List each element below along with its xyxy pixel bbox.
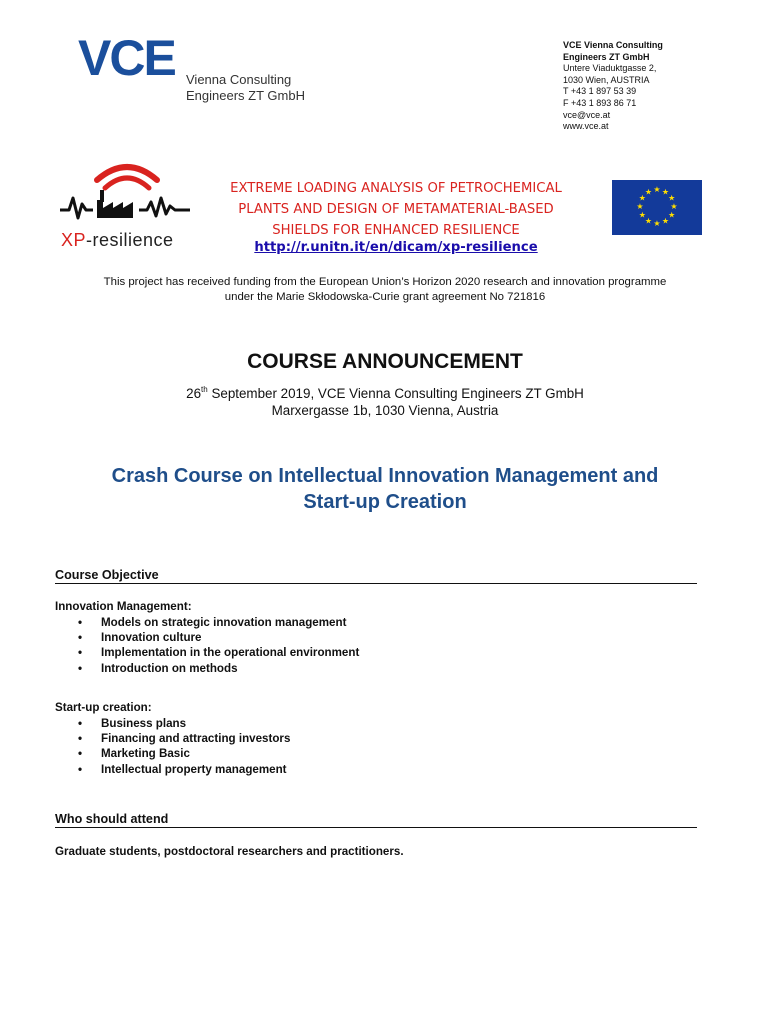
svg-text:★: ★ [661,187,670,197]
course-title [40,463,730,515]
svg-text:★: ★ [668,193,676,203]
who-should-attend-heading: Who should attend [55,812,697,828]
announcement-date-location [40,381,730,419]
svg-text:★: ★ [638,210,646,220]
address-fax: F +43 1 893 86 71 [563,97,637,108]
svg-text:★: ★ [653,185,661,194]
eu-flag-icon [612,180,702,235]
vce-logo-name-line2: Engineers ZT GmbH [186,88,305,103]
vce-logo [78,30,318,110]
innovation-management-list [78,615,359,676]
company-address [563,40,763,133]
course-title-line2: Start-up Creation [303,491,467,513]
xp-resilience-logo-text [61,230,174,250]
funding-statement [40,275,730,305]
project-title [192,178,600,241]
funding-line2: under the Marie Skłodowska-Curie grant agreement No 721816 [224,291,546,303]
svg-text:★: ★ [661,216,670,226]
startup-creation-label: Start-up creation: [55,701,152,714]
svg-text:★: ★ [644,216,653,226]
innovation-management-label: Innovation Management: [55,600,192,613]
signal-waves-icon [55,158,200,230]
who-should-attend-text: Graduate students, postdoctoral researchers and practitioners. [55,845,404,858]
course-title-line1: Crash Course on Intellectual Innovation Management and [111,465,659,487]
list-item: • Intellectual property management [78,762,290,777]
address-city: 1030 Wien, AUSTRIA [563,74,650,85]
svg-text:★: ★ [670,202,678,211]
address-company-line2: Engineers ZT GmbH [563,51,650,62]
project-title-line3: SHIELDS FOR ENHANCED RESILIENCE [272,223,520,238]
vce-logo-name [186,72,305,104]
list-item: • Introduction on methods [78,661,359,676]
xp-logo-prefix: XP [61,230,87,250]
address-street: Untere Viaduktgasse 2, [563,63,657,74]
svg-text:★: ★ [653,219,661,228]
announcement-location: Marxergasse 1b, 1030 Vienna, Austria [271,403,499,418]
svg-text:★: ★ [644,187,653,197]
project-title-line2: PLANTS AND DESIGN OF METAMATERIAL-BASED [238,202,554,217]
address-email[interactable]: vce@vce.at [563,109,611,120]
vce-logo-letters: VCE [78,30,175,86]
project-title-line1: EXTREME LOADING ANALYSIS OF PETROCHEMICAL [230,181,562,196]
list-item: • Marketing Basic [78,746,290,761]
svg-text:★: ★ [668,210,676,220]
address-company-line1: VCE Vienna Consulting [563,40,663,50]
list-item: • Financing and attracting investors [78,731,290,746]
eu-stars-icon [612,180,702,235]
svg-text:★: ★ [638,193,646,203]
list-item: • Models on strategic innovation management [78,615,359,630]
announcement-date [40,381,730,402]
date-suffix: th [201,385,208,394]
address-phone: T +43 1 897 53 39 [563,86,637,97]
startup-creation-list [78,716,290,777]
project-link[interactable]: http://r.unitn.it/en/dicam/xp-resilience [254,240,538,255]
list-item: • Implementation in the operational environment [78,645,359,660]
course-objective-heading: Course Objective [55,568,697,584]
funding-line1: This project has received funding from the European Union’s Horizon 2020 research and innovation programme [103,276,667,288]
xp-logo-suffix: -resilience [86,230,174,250]
list-item: • Business plans [78,716,290,731]
address-website[interactable]: www.vce.at [563,121,609,132]
vce-logo-name-line1: Vienna Consulting [186,72,292,87]
date-rest: September 2019, VCE Vienna Consulting Engineers ZT GmbH [207,386,584,401]
date-day: 26 [186,386,202,401]
xp-resilience-logo [55,158,200,256]
announcement-heading: COURSE ANNOUNCEMENT [247,350,523,373]
list-item: • Innovation culture [78,630,359,645]
svg-text:★: ★ [636,202,644,211]
